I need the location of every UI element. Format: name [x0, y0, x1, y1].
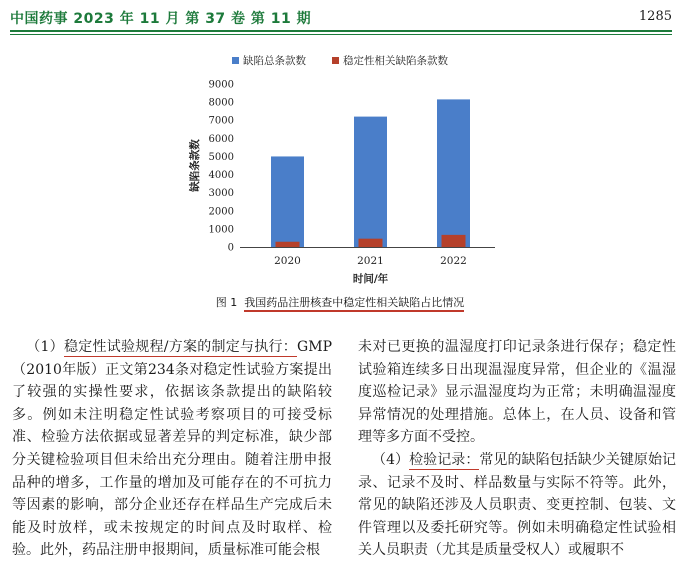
y-tick-label: 4000	[208, 170, 234, 182]
header-rule-thin	[10, 34, 672, 35]
bar-total-2022	[437, 99, 470, 247]
journal-info: 中国药事 2023 年 11 月 第 37 卷 第 11 期	[10, 11, 312, 27]
y-tick-label: 7000	[208, 115, 234, 127]
right-paragraph-continued	[358, 336, 676, 449]
bar-total-2021	[354, 117, 387, 247]
x-axis-title: 时间/年	[352, 273, 389, 285]
x-tick-label: 2021	[357, 255, 384, 267]
bar-chart-svg	[180, 44, 510, 289]
right-paragraph	[358, 449, 676, 562]
para-heading-colon: ：	[282, 339, 298, 355]
y-tick-label: 2000	[208, 206, 234, 218]
y-axis-title: 缺陷条款数	[189, 139, 201, 192]
para-body: 常见的缺陷包括缺少关键原始记录、记录不及时、样品数量与实际不符等。此外，常见的缺陷还涉及人员职责、变更控制、包装、文件管理以及委托研究等。例如未明确稳定性试验相关人员职责（尤其是质量受权人）或履职不	[358, 451, 677, 559]
bar-stability-2021	[359, 239, 383, 247]
para-heading-colon: ：	[465, 451, 480, 468]
bar-stability-2020	[276, 242, 300, 247]
header-rule-thick	[10, 30, 672, 32]
y-tick-label: 3000	[208, 188, 234, 200]
figure-label: 图 1	[215, 296, 238, 309]
figure-chart	[180, 44, 510, 289]
legend-label: 稳定性相关缺陷条款数	[343, 55, 448, 67]
running-header	[10, 6, 672, 28]
para-body: 未对已更换的温湿度打印记录条进行保存；稳定性试验箱连续多日出现温湿度异常，但企业的《温湿度巡检记录》显示温湿度均为正常；未明确温湿度异常情况的处理措施。总体上，在人员、设备和管理等多方面不受控。	[358, 339, 676, 446]
legend-swatch	[232, 57, 239, 64]
para-body: GMP（2010年版）正文第234条对稳定性试验方案提出了较强的实操性要求，依据该条款提出的缺陷较多。例如未注明稳定性试验考察项目的可接受标准、检验方法依据或显著差异的判定标准，缺少部分关键检验项目但未给出充分理由。随着注册申报品种的增多，工作量的增加及可能存在的不可抗力等因素的影响，部分企业还存在样品生产完成后未能及时放样，或未按规定的时间点及时取样、检验。此外，药品注册申报期间，质量标准可能会根	[12, 339, 332, 559]
x-tick-label: 2020	[274, 255, 301, 267]
y-tick-label: 9000	[208, 79, 234, 91]
figure-title: 我国药品注册核查中稳定性相关缺陷占比情况	[244, 296, 464, 312]
left-column	[12, 336, 332, 562]
bar-stability-2022	[442, 235, 466, 247]
y-tick-label: 8000	[208, 97, 234, 109]
para-heading: 稳定性试验规程/方案的制定与执行	[63, 339, 283, 355]
left-paragraph	[12, 336, 332, 562]
right-column	[358, 336, 676, 562]
legend-label: 缺陷总条款数	[243, 55, 306, 67]
y-tick-label: 1000	[208, 224, 234, 236]
para-number: （1）	[26, 339, 64, 355]
figure-caption	[0, 294, 680, 310]
para-heading: 检验记录	[409, 451, 466, 468]
x-tick-label: 2022	[440, 255, 467, 267]
y-tick-label: 0	[227, 242, 234, 254]
y-tick-label: 6000	[208, 133, 234, 145]
legend-swatch	[332, 57, 339, 64]
y-tick-label: 5000	[208, 151, 234, 163]
page-number: 1285	[638, 9, 672, 24]
bar-total-2020	[271, 156, 304, 247]
para-number: （4）	[372, 451, 410, 468]
